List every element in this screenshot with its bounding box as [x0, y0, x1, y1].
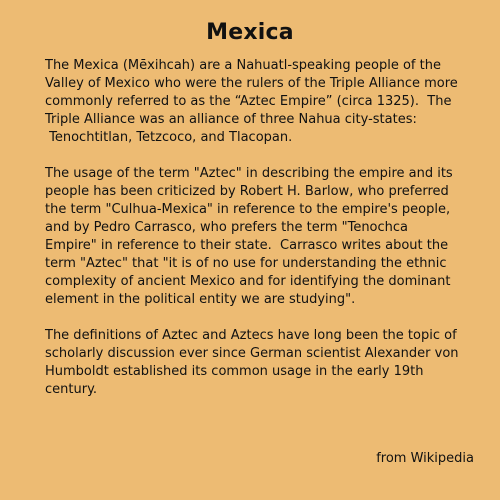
page-title: Mexica: [206, 20, 294, 45]
source-attribution: from Wikipedia: [376, 451, 474, 466]
paragraph-terminology: The usage of the term "Aztec" in describing the empire and its people has been criticized by Robert H. Barlow, who preferred the term "Culhua-Mexica" in reference to the empire's people, and by Pedro Carrasco, who prefers the term "Tenochca Empire" in reference to their state. Carrasco writes about the term "Aztec" that "it is of no use for understanding the ethnic complexity of ancient Mexico and for identifying the dominant element in the political entity we are studying".: [45, 166, 453, 307]
paragraph-intro: The Mexica (Mēxihcah) are a Nahuatl-speaking people of the Valley of Mexico who were the rulers of the Triple Alliance more commonly referred to as the “Aztec Empire” (circa 1325). The Triple Alliance was an alliance of three Nahua city-states: Tenochtitlan, Tetzcoco, and Tlacopan.: [45, 58, 458, 145]
paragraph-definitions: The definitions of Aztec and Aztecs have long been the topic of scholarly discussion ever since German scientist Alexander von Humboldt established its common usage in the early 19th century.: [45, 328, 459, 397]
body-text: [45, 57, 475, 399]
